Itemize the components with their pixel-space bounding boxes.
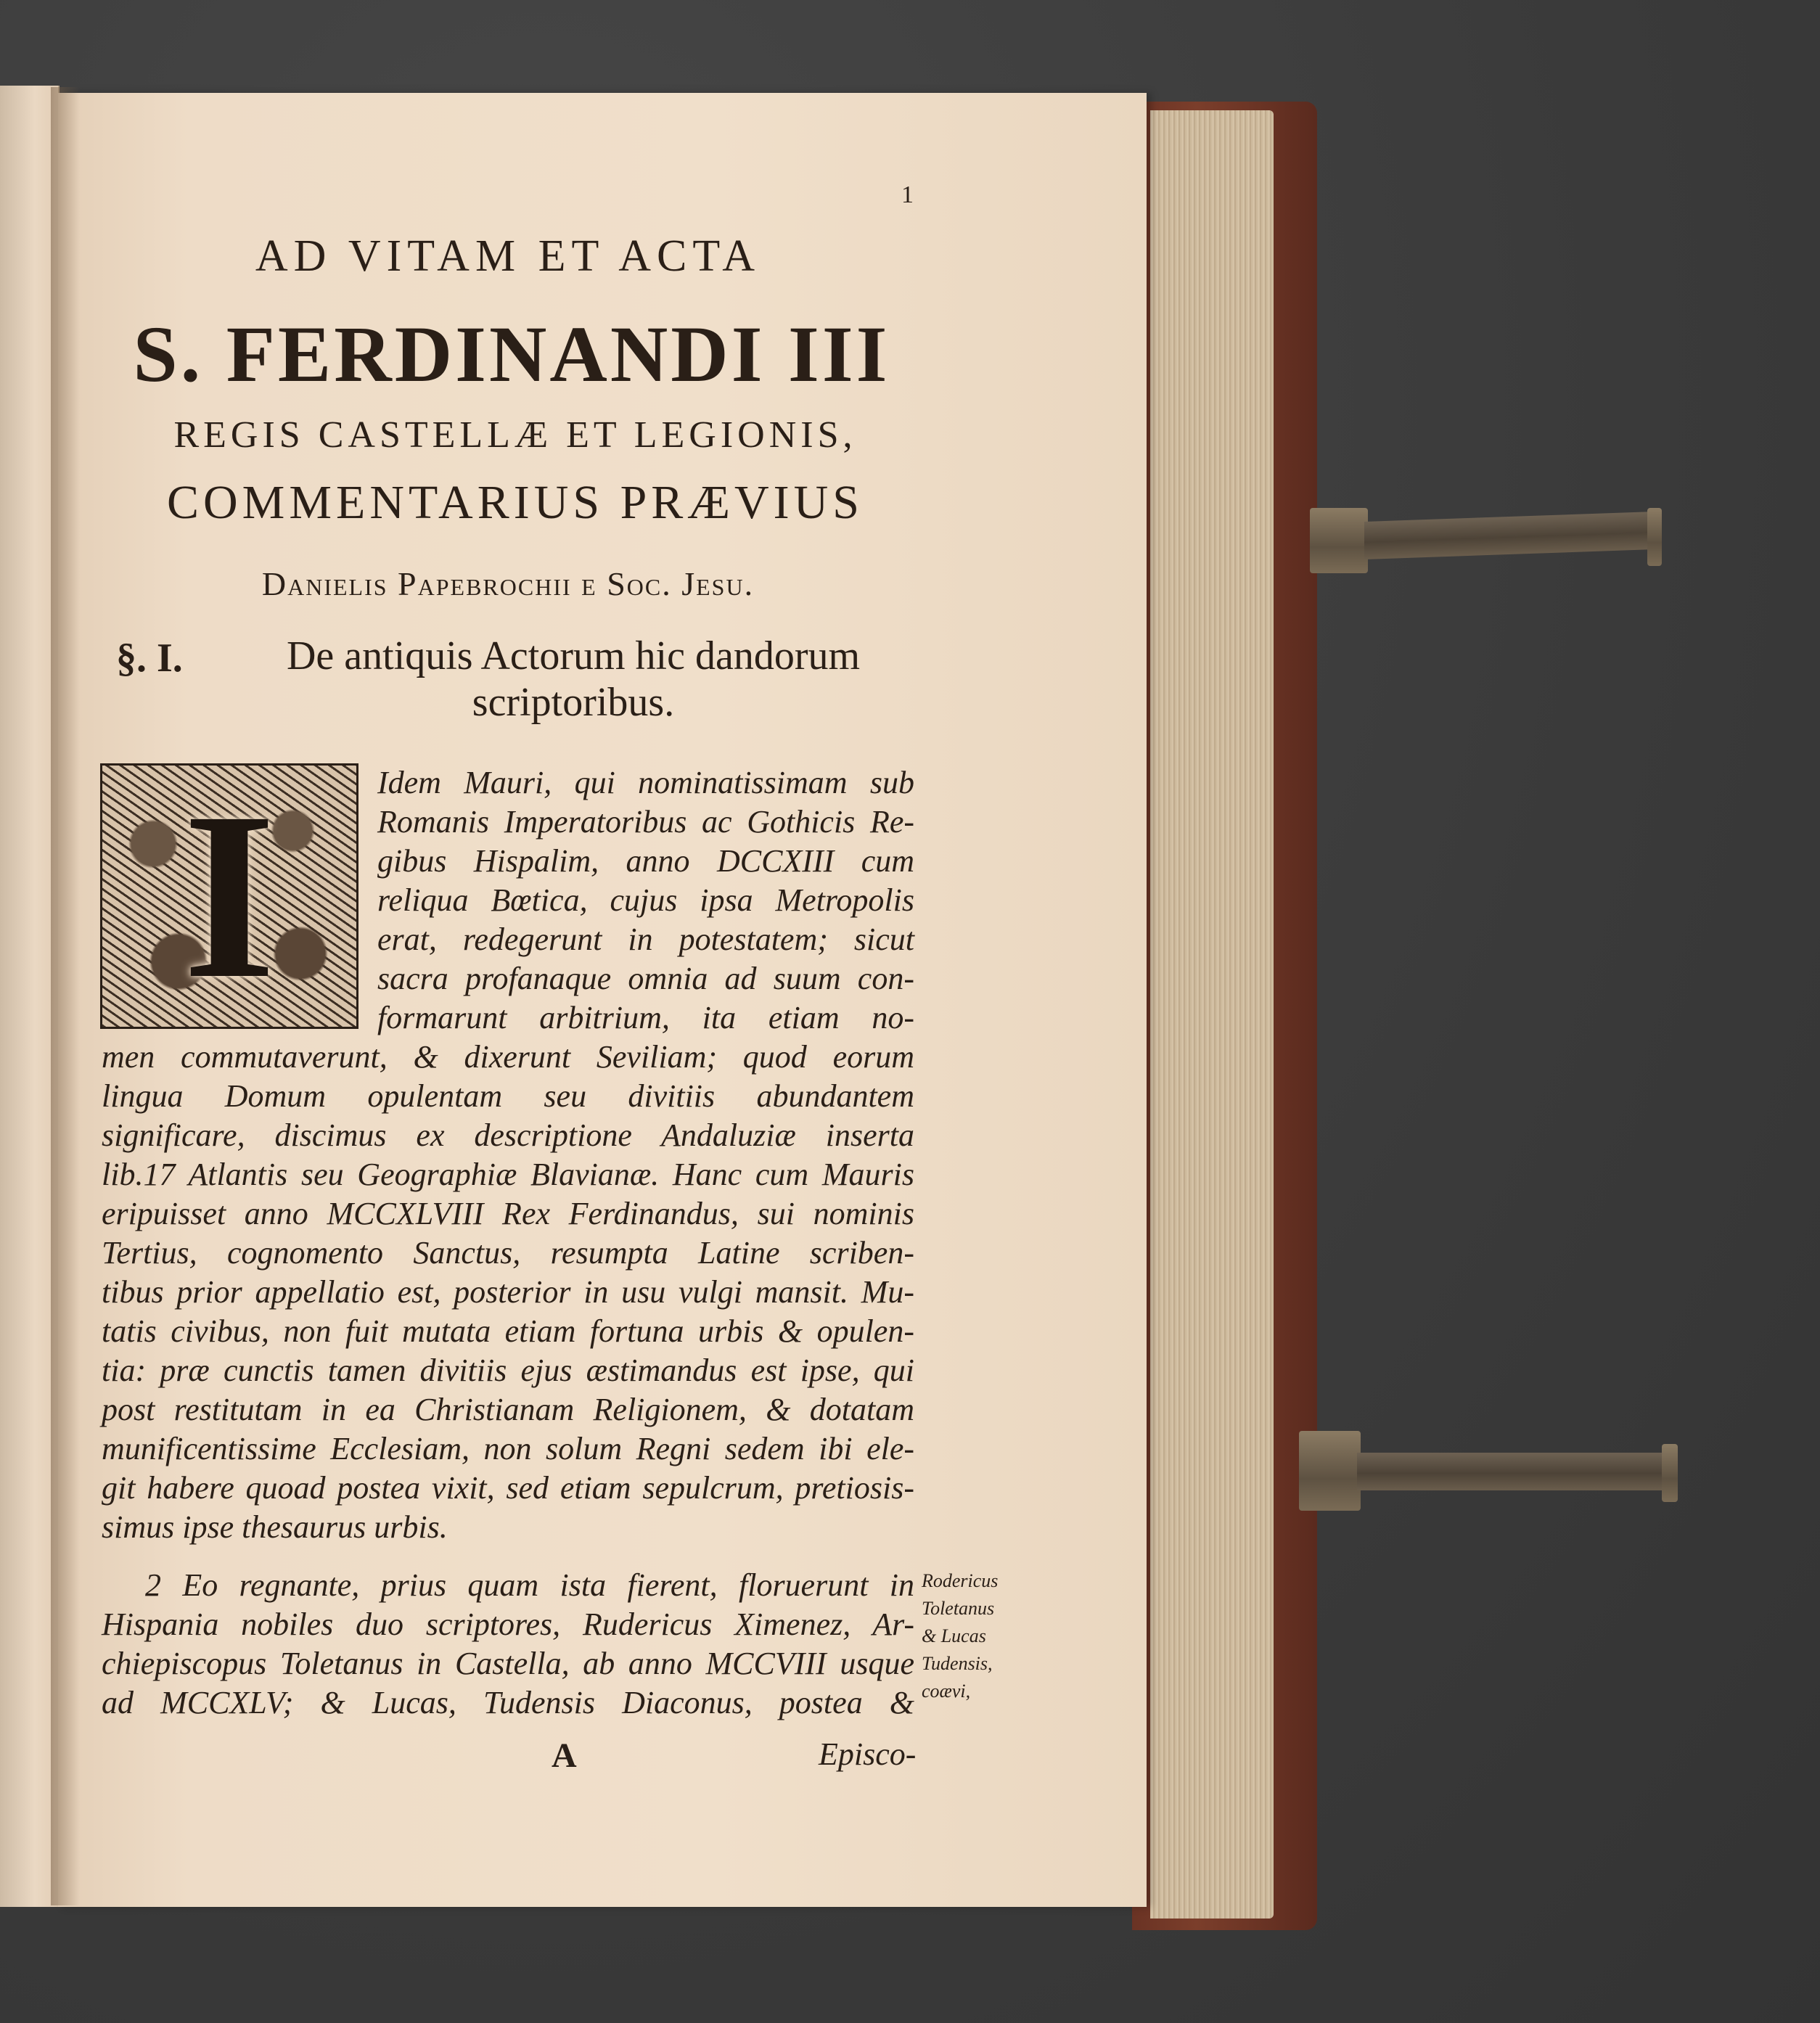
text-line: Hispania nobiles duo scriptores, Rudericus Ximenez, Ar-	[102, 1606, 914, 1642]
text-line: tatis civibus, non fuit mutata etiam fortuna urbis & opulen-	[102, 1313, 914, 1349]
decorated-initial	[100, 763, 358, 1029]
margin-note-line: Toletanus	[922, 1598, 995, 1619]
text-line: Romanis Imperatoribus ac Gothicis Re-	[377, 804, 914, 840]
initial-letter: I	[182, 763, 276, 1028]
text-line: Tertius, cognomento Sanctus, resumpta Latine scriben-	[102, 1235, 914, 1271]
margin-note-line: Tudensis,	[922, 1653, 993, 1674]
section-number: §. I.	[116, 636, 183, 681]
text-line: 2 Eo regnante, prius quam ista fierent, floruerunt in	[145, 1567, 914, 1603]
lower-clasp-hinge	[1299, 1431, 1361, 1511]
text-line: sacra profanaque omnia ad suum con-	[377, 961, 914, 996]
text-line: chiepiscopus Toletanus in Castella, ab anno MCCVIII usque	[102, 1646, 914, 1681]
margin-note-line: & Lucas	[922, 1625, 986, 1646]
catchword: Episco-	[819, 1736, 917, 1772]
text-line: Idem Mauri, qui nominatissimam sub	[377, 765, 914, 800]
page-number: 1	[901, 181, 914, 208]
lower-clasp-tip	[1662, 1444, 1678, 1502]
title-line-3: REGIS CASTELLÆ ET LEGIONIS,	[173, 414, 857, 456]
section-title: De antiquis Actorum hic dandorum scriptoribus.	[286, 633, 861, 725]
text-line: gibus Hispalim, anno DCCXIII cum	[377, 843, 914, 879]
page-gutter-shadow	[51, 87, 80, 1905]
upper-clasp-hinge	[1310, 508, 1368, 573]
text-line: reliqua Bœtica, cujus ipsa Metropolis	[377, 882, 914, 918]
text-line: eripuisset anno MCCXLVIII Rex Ferdinandus, sui nominis	[102, 1196, 914, 1231]
text-line: munificentissime Ecclesiam, non solum Regni sedem ibi ele-	[102, 1431, 914, 1466]
title-line-1: AD VITAM ET ACTA	[255, 231, 761, 281]
text-line: simus ipse thesaurus urbis.	[102, 1509, 448, 1545]
text-line: lingua Domum opulentam seu divitiis abundantem	[102, 1078, 914, 1114]
signature-mark: A	[552, 1736, 577, 1775]
title-line-4: COMMENTARIUS PRÆVIUS	[166, 476, 864, 529]
text-line: erat, redegerunt in potestatem; sicut	[377, 922, 914, 957]
wide-text-block	[102, 1038, 914, 1547]
text-line: ad MCCXLV; & Lucas, Tudensis Diaconus, postea &	[102, 1685, 914, 1720]
narrow-text-block	[377, 763, 914, 1038]
margin-note-line: coævi,	[922, 1681, 971, 1702]
page-fore-edge	[1150, 110, 1274, 1919]
upper-clasp-tip	[1647, 508, 1662, 566]
text-line: git habere quoad postea vixit, sed etiam sepulcrum, pretiosis-	[102, 1470, 914, 1506]
text-line: tibus prior appellatio est, posterior in usu vulgi mansit. Mu-	[102, 1274, 914, 1310]
title-line-2: S. FERDINANDI III	[133, 310, 890, 398]
text-line: post restitutam in ea Christianam Religionem, & dotatam	[102, 1392, 914, 1427]
text-line: tia: præ cunctis tamen divitiis ejus æstimandus est ipse, qui	[102, 1353, 914, 1388]
lower-clasp-strap	[1357, 1453, 1669, 1490]
paragraph-2	[102, 1566, 914, 1723]
text-line: men commutaverunt, & dixerunt Seviliam; quod eorum	[102, 1039, 914, 1075]
text-line: formarunt arbitrium, ita etiam no-	[377, 1000, 914, 1035]
text-line: significare, discimus ex descriptione Andaluziæ inserta	[102, 1117, 914, 1153]
margin-note-line: Rodericus	[922, 1570, 999, 1591]
margin-note	[922, 1567, 1030, 1705]
author-line: Danielis Papebrochii e Soc. Jesu.	[261, 565, 755, 602]
text-line: lib.17 Atlantis seu Geographiæ Blavianæ. Hanc cum Mauris	[102, 1157, 914, 1192]
